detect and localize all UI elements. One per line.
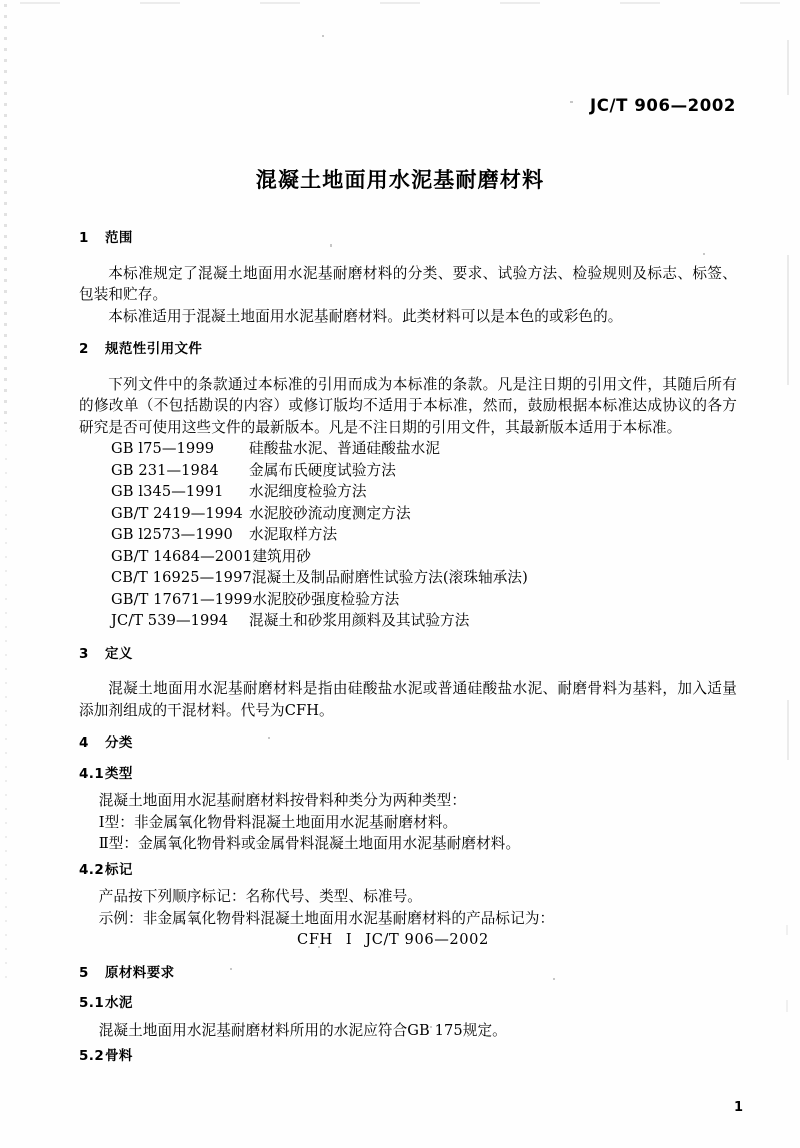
reference-code: GB 231—1984	[111, 461, 219, 479]
clause-heading-5	[79, 964, 737, 981]
scan-artifact-right-mark-3	[787, 700, 789, 760]
clause-title-4: 分类	[105, 735, 133, 751]
scan-speck	[322, 35, 324, 37]
list-item	[79, 524, 737, 546]
clause-number-5-1: 5.1	[79, 995, 105, 1011]
list-item	[79, 503, 737, 525]
reference-title: 混凝土和砂浆用颜料及其试验方法	[249, 612, 470, 629]
designation-example	[79, 929, 737, 951]
clause-number-4-1: 4.1	[79, 765, 105, 782]
clause-number-4-2: 4.2	[79, 861, 105, 878]
clause-title-5-1: 水泥	[105, 995, 133, 1011]
page-title: 混凝土地面用水泥基耐磨材料	[255, 168, 545, 192]
page-number: 1	[733, 1100, 743, 1115]
clause-1-paragraph-1: 本标准规定了混凝土地面用水泥基耐磨材料的分类、要求、试验方法、检验规则及标志、标签、包装和贮存。	[79, 264, 737, 303]
clause-4-1-type-1: Ⅰ型：非金属氧化物骨料混凝土地面用水泥基耐磨材料。	[98, 813, 458, 831]
list-item	[79, 481, 737, 503]
clause-title-2: 规范性引用文件	[105, 341, 203, 357]
list-item	[79, 460, 737, 482]
clause-heading-4-1	[79, 765, 737, 782]
reference-title: 水泥细度检验方法	[249, 483, 367, 500]
clause-number-5: 5	[79, 964, 89, 981]
clause-title-4-1: 类型	[105, 765, 133, 782]
scan-speck	[570, 101, 573, 103]
clause-4-2-paragraph-1: 产品按下列顺序标记：名称代号、类型、标准号。	[98, 888, 422, 905]
clause-heading-5-2	[79, 1050, 737, 1064]
list-item	[79, 546, 737, 568]
reference-code: GB l75—1999	[111, 440, 215, 457]
designation-code: CFH	[297, 931, 333, 948]
clause-heading-4-2	[79, 861, 737, 878]
scan-artifact-right-mark-5	[786, 1000, 788, 1012]
scan-artifact-left-edge	[4, 4, 7, 424]
reference-title: 金属布氏硬度试验方法	[249, 461, 396, 479]
clause-5-1-paragraph-1: 混凝土地面用水泥基耐磨材料所用的水泥应符合GB 175规定。	[98, 1021, 507, 1039]
standard-number-header: JC/T 906—2002	[590, 96, 736, 115]
reference-code: GB l345—1991	[111, 483, 224, 500]
reference-code: GB/T 2419—1994	[111, 504, 243, 522]
reference-code: GB/T 17671—1999	[111, 590, 253, 608]
scan-artifact-right-mark-1	[787, 40, 789, 95]
reference-title: 水泥胶砂强度检验方法	[252, 590, 400, 608]
clause-number-5-2: 5.2	[79, 1048, 105, 1064]
clause-4-1-paragraph-1: 混凝土地面用水泥基耐磨材料按骨料种类分为两种类型：	[98, 792, 467, 809]
clause-2-paragraph-1: 下列文件中的条款通过本标准的引用而成为本标准的条款。凡是注日期的引用文件，其随后所有的修改单（不包括勘误的内容）或修订版均不适用于本标准，然而，鼓励根据本标准达成协议的各方研究是否可使用这些文件的最新版本。凡是不注日期的引用文件，其最新版本适用于本标准。	[79, 375, 737, 436]
clause-title-1: 范围	[105, 230, 133, 246]
clause-heading-3	[79, 645, 737, 662]
clause-number-1: 1	[79, 230, 89, 246]
scan-artifact-top-edge	[20, 2, 780, 4]
clause-number-4: 4	[79, 735, 89, 751]
scan-artifact-left-edge-lower	[5, 430, 7, 990]
clause-title-4-2: 标记	[105, 861, 133, 878]
reference-code: GB/T 14684—2001	[111, 547, 253, 565]
clause-title-5: 原材料要求	[105, 964, 175, 981]
clause-number-3: 3	[79, 645, 89, 662]
reference-title: 混凝土及制品耐磨性试验方法(滚珠轴承法)	[251, 569, 528, 586]
reference-title: 建筑用砂	[252, 547, 312, 565]
reference-title: 水泥取样方法	[249, 526, 338, 543]
normative-reference-list	[79, 438, 737, 632]
reference-code: CB/T 16925—1997	[111, 569, 252, 586]
clause-heading-2	[79, 343, 737, 357]
clause-4-1-type-2: Ⅱ型：金属氧化物骨料或金属骨料混凝土地面用水泥基耐磨材料。	[98, 835, 521, 852]
clause-heading-4	[79, 737, 737, 751]
clause-4-2-paragraph-2: 示例：非金属氧化物骨料混凝土地面用水泥基耐磨材料的产品标记为：	[98, 909, 555, 927]
clause-title-3: 定义	[105, 645, 133, 662]
scan-artifact-right-mark-2	[787, 255, 789, 385]
designation-type: Ⅰ	[345, 931, 353, 948]
document-body	[79, 232, 737, 1064]
clause-1-paragraph-2: 本标准适用于混凝土地面用水泥基耐磨材料。此类材料可以是本色的或彩色的。	[108, 307, 623, 325]
reference-title: 水泥胶砂流动度测定方法	[249, 504, 411, 522]
list-item	[79, 589, 737, 611]
list-item	[79, 438, 737, 460]
clause-heading-1	[79, 232, 737, 246]
clause-number-2: 2	[79, 341, 89, 357]
reference-code: JC/T 539—1994	[111, 612, 229, 629]
scan-artifact-right-mark-4	[786, 925, 788, 935]
reference-code: GB l2573—1990	[111, 526, 233, 543]
reference-title: 硅酸盐水泥、普通硅酸盐水泥	[249, 440, 441, 457]
designation-standard: JC/T 906—2002	[365, 931, 489, 948]
list-item	[79, 610, 737, 632]
clause-heading-5-1	[79, 997, 737, 1011]
list-item	[79, 567, 737, 589]
clause-3-paragraph-1: 混凝土地面用水泥基耐磨材料是指由硅酸盐水泥或普通硅酸盐水泥、耐磨骨料为基料，加入适量添加剂组成的干混材料。代号为CFH。	[79, 680, 737, 719]
clause-title-5-2: 骨料	[105, 1048, 133, 1064]
